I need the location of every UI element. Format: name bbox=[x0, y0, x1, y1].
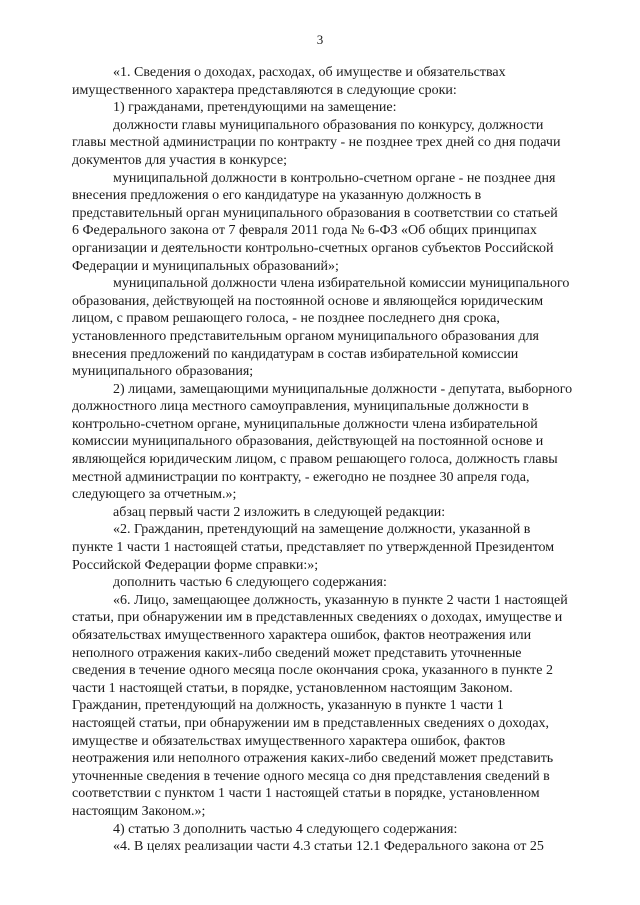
paragraph-part-2-amendment: абзац первый части 2 изложить в следующей редакции: bbox=[113, 504, 446, 520]
paragraph-election-commission-position: муниципальной должности члена избирательной комиссии муниципального образования, действующей на постоянной основе и являющейся юридическим лицом, с правом решающего голоса, - не позднее последнего дня срока, установленного представительным органом муниципального образования для внесения предложений по кандидатурам в состав избирательной комиссии муниципального образования; bbox=[72, 276, 570, 380]
paragraph-part-6-amendment: дополнить частью 6 следующего содержания: bbox=[113, 575, 387, 591]
paragraph-part-4-text: «4. В целях реализации части 4.3 статьи 12.1 Федерального закона от 25 bbox=[113, 839, 544, 855]
paragraph-part-6-text: «6. Лицо, замещающее должность, указанную в пункте 2 части 1 настоящей статьи, при обнаружении им в представленных сведениях о доходах, имуществе и обязательствах имущественного характера ошибок, фактов неотражения или неполного отражения каких-либо сведений может представить уточненные сведения в течение одного месяца после окончания срока, указанного в пункте 2 части 1 настоящей статьи, в порядке, установленном настоящим Законом. Гражданин, претендующий на должность, указанную в пункте 1 части 1 настоящей статьи, при обнаружении им в представленных сведениях о доходах, имуществе и обязательствах имущественного характера ошибок, фактов неотражения или неполного отражения каких-либо сведений может представить уточненные сведения в течение одного месяца со дня представления сведений в соответствии с пунктом 1 части 1 настоящей статьи в порядке, установленном настоящим Законом.»; bbox=[72, 592, 568, 819]
paragraph-head-of-municipality: должности главы муниципального образования по конкурсу, должности главы местной администрации по контракту - не позднее трех дней со дня подачи документов для участия в конкурсе; bbox=[72, 117, 561, 168]
paragraph-part-2-text: «2. Гражданин, претендующий на замещение должности, указанной в пункте 1 части 1 настоящей статьи, представляет по утвержденной Президентом Российской Федерации форме справки:»; bbox=[72, 522, 555, 573]
paragraph-control-body-position: муниципальной должности в контрольно-счетном органе - не позднее дня внесения предложения о его кандидатуре на указанную должность в представительный орган муниципального образования в соответствии со статьей 6 Федерального закона от 7 февраля 2011 года № 6-ФЗ «Об общих принципах организации и деятельности контрольно-счетных органов субъектов Российской Федерации и муниципальных образований»; bbox=[72, 170, 558, 274]
paragraph-item-2-officials: 2) лицами, замещающими муниципальные должности - депутата, выборного должностного лица местного самоуправления, муниципальные должности в контрольно-счетном органе, муниципальные должности члена избирательной комиссии муниципального образования, действующей на постоянной основе и являющейся юридическим лицом, с правом решающего голоса, должность главы местной администрации по контракту, - ежегодно не позднее 30 апреля года, следующего за отчетным.»; bbox=[72, 381, 573, 503]
document-body bbox=[72, 64, 612, 856]
page-number: 3 bbox=[316, 32, 324, 47]
paragraph-item-4-article-3: 4) статью 3 дополнить частью 4 следующего содержания: bbox=[113, 821, 458, 837]
paragraph-item-1-applicants: 1) гражданами, претендующими на замещение: bbox=[113, 100, 397, 116]
paragraph-sections-intro: «1. Сведения о доходах, расходах, об имуществе и обязательствах имущественного характера представляются в следующие сроки: bbox=[72, 65, 506, 98]
